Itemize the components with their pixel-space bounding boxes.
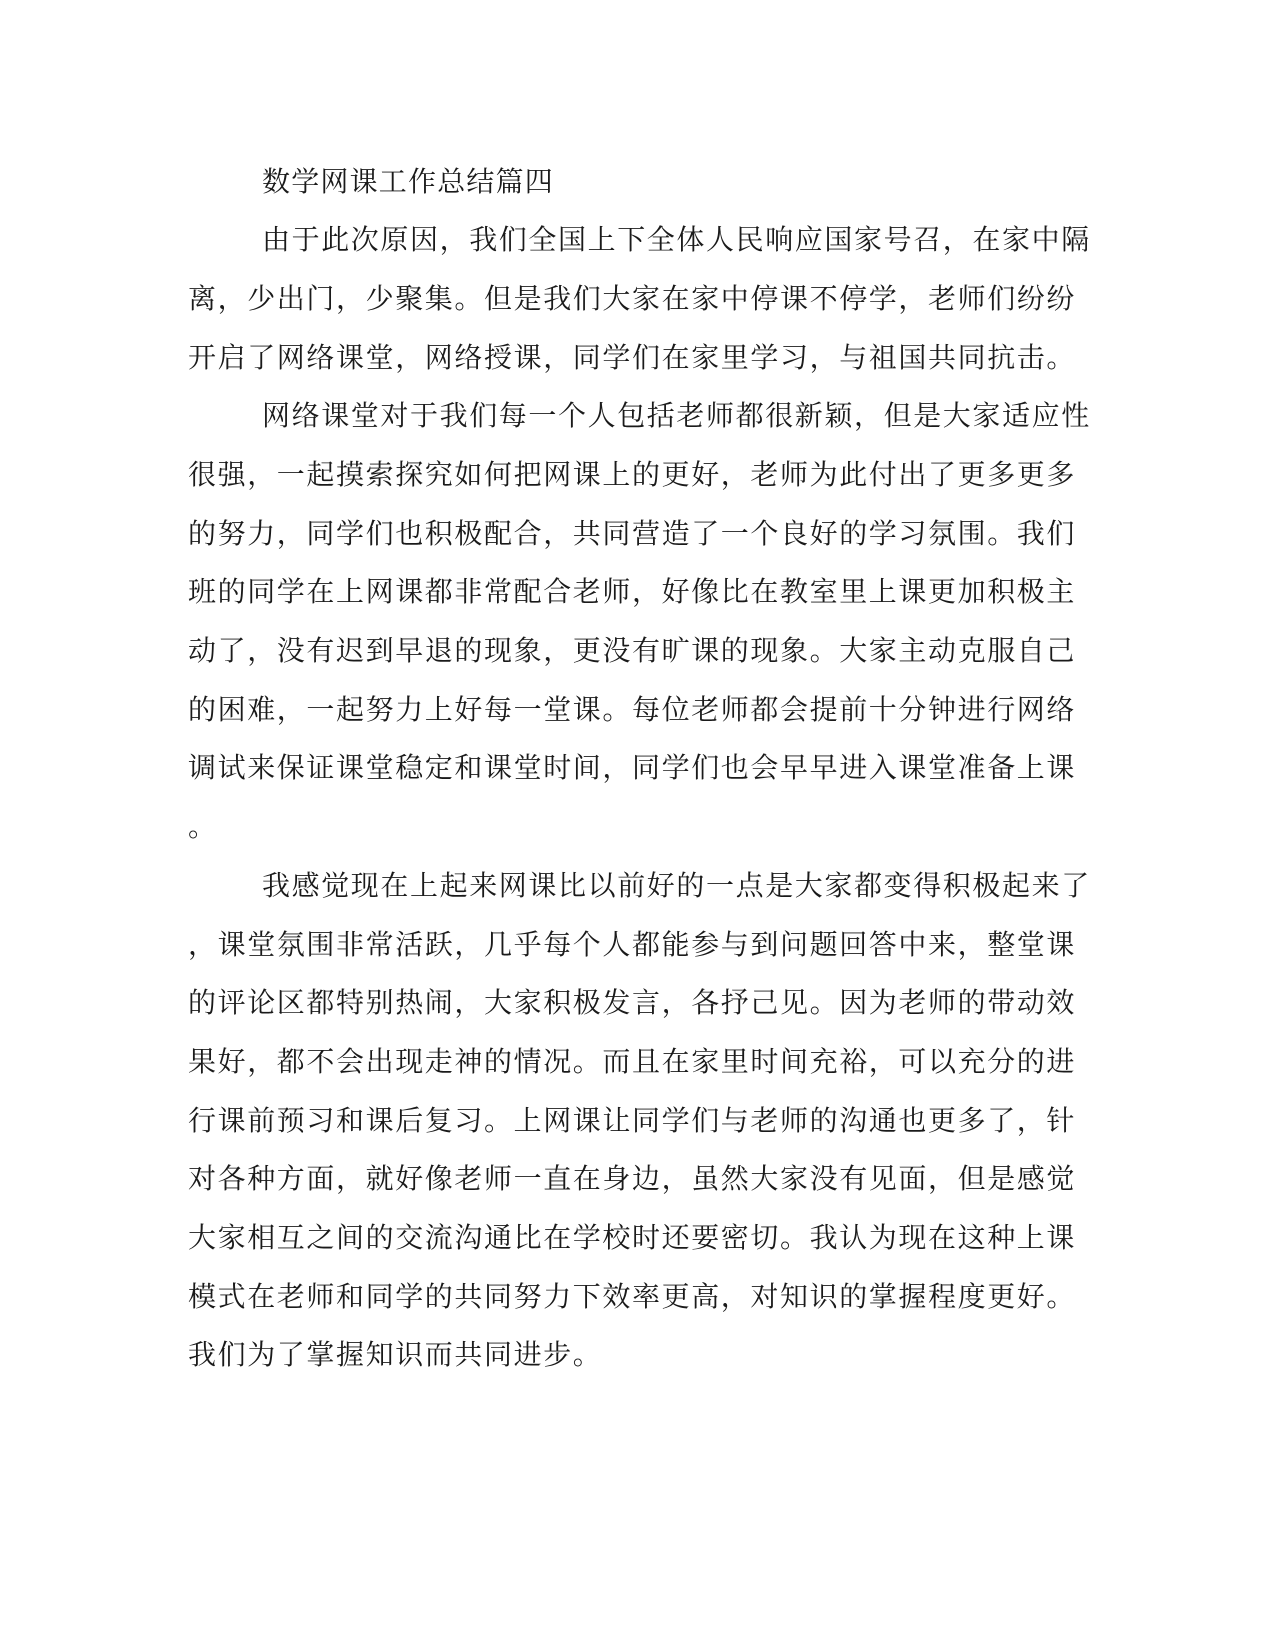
paragraph-1-line-2: 离，少出门，少聚集。但是我们大家在家中停课不停学，老师们纷纷 [188,282,1077,315]
paragraph-2-line-6: 的困难，一起努力上好每一堂课。每位老师都会提前十分钟进行网络 [188,693,1077,726]
paragraph-1-line-3: 开启了网络课堂，网络授课，同学们在家里学习，与祖国共同抗击。 [188,341,1077,374]
paragraph-2-line-2: 很强，一起摸索探究如何把网课上的更好，老师为此付出了更多更多 [188,458,1077,491]
paragraph-3-line-8: 模式在老师和同学的共同努力下效率更高，对知识的掌握程度更好。 [188,1280,1077,1313]
paragraph-2-line-8: 。 [188,810,218,843]
paragraph-2-line-4: 班的同学在上网课都非常配合老师，好像比在教室里上课更加积极主 [188,575,1077,608]
paragraph-3-line-2: ，课堂氛围非常活跃，几乎每个人都能参与到问题回答中来，整堂课 [188,928,1077,961]
paragraph-3-line-4: 果好，都不会出现走神的情况。而且在家里时间充裕，可以充分的进 [188,1045,1077,1078]
paragraph-3-line-9: 我们为了掌握知识而共同进步。 [188,1338,603,1371]
paragraph-2-line-5: 动了，没有迟到早退的现象，更没有旷课的现象。大家主动克服自己 [188,634,1077,667]
paragraph-3-line-6: 对各种方面，就好像老师一直在身边，虽然大家没有见面，但是感觉 [188,1162,1077,1195]
paragraph-3-line-3: 的评论区都特别热闹，大家积极发言，各抒己见。因为老师的带动效 [188,986,1077,1019]
paragraph-3-line-7: 大家相互之间的交流沟通比在学校时还要密切。我认为现在这种上课 [188,1221,1077,1254]
paragraph-1-line-1: 由于此次原因，我们全国上下全体人民响应国家号召，在家中隔 [262,223,1091,256]
paragraph-2-line-7: 调试来保证课堂稳定和课堂时间，同学们也会早早进入课堂准备上课 [188,751,1077,784]
paragraph-3-line-1: 我感觉现在上起来网课比以前好的一点是大家都变得积极起来了 [262,869,1091,902]
document-title: 数学网课工作总结篇四 [262,165,555,198]
paragraph-3-line-5: 行课前预习和课后复习。上网课让同学们与老师的沟通也更多了，针 [188,1104,1077,1137]
paragraph-2-line-1: 网络课堂对于我们每一个人包括老师都很新颖，但是大家适应性 [262,399,1091,432]
paragraph-2-line-3: 的努力，同学们也积极配合，共同营造了一个良好的学习氛围。我们 [188,517,1077,550]
